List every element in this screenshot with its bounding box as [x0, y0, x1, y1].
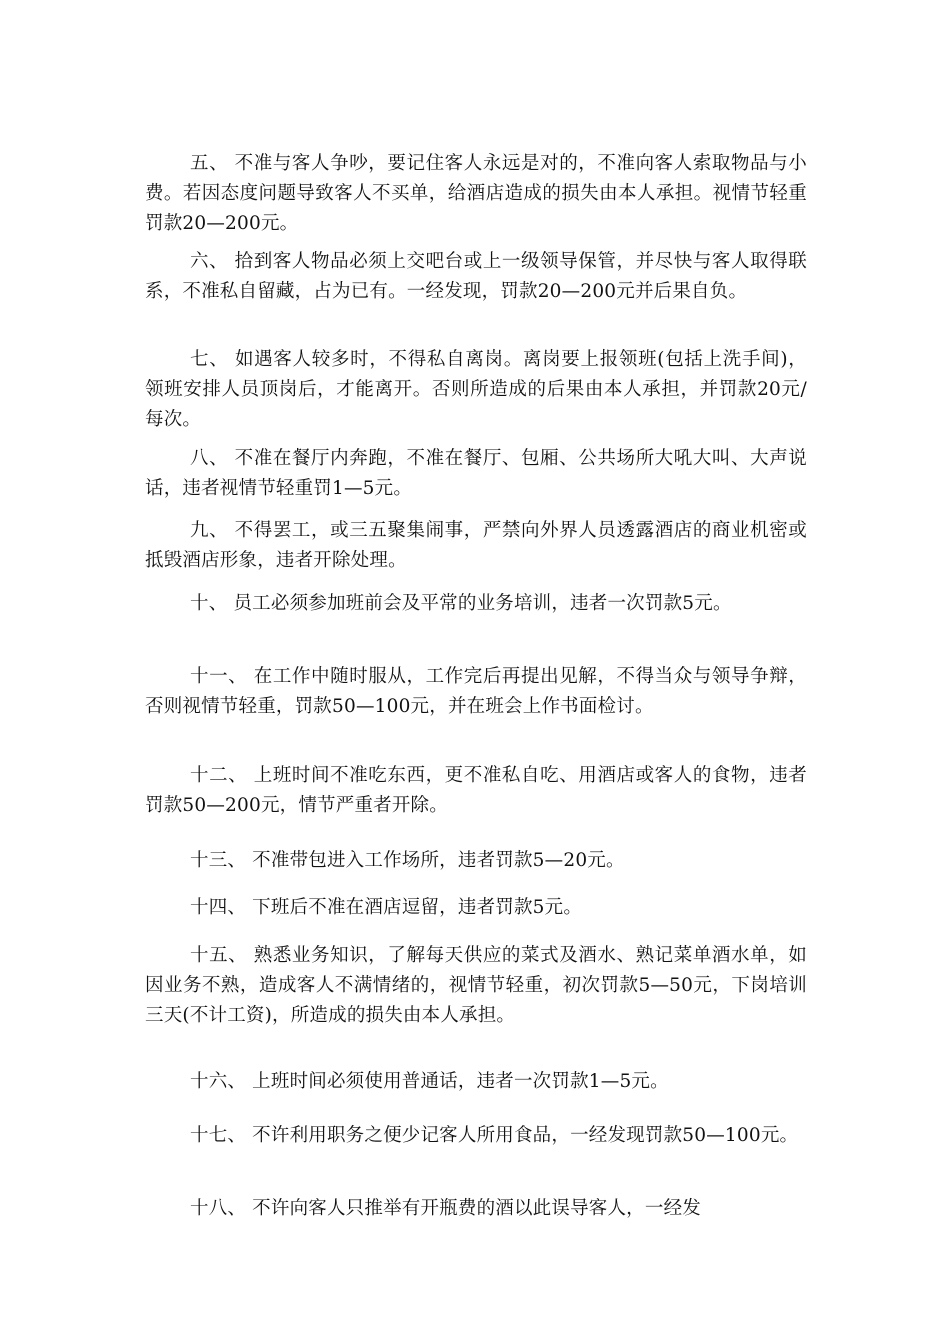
rule-paragraph-17: 十七、 不许利用职务之便少记客人所用食品，一经发现罚款50—100元。 — [190, 1125, 799, 1146]
rule-paragraph-8: 八、 不准在餐厅内奔跑，不准在餐厅、包厢、公共场所大吼大叫、大声说话，违者视情节轻重罚1—5元。 — [145, 448, 807, 499]
rule-paragraph-15: 十五、 熟悉业务知识，了解每天供应的菜式及酒水、熟记菜单酒水单，如因业务不熟，造成客人不满情绪的，视情节轻重，初次罚款5—50元，下岗培训三天(不计工资)，所造成的损失由本人承担。 — [145, 945, 807, 1026]
rule-paragraph-14: 十四、 下班后不准在酒店逗留，违者罚款5元。 — [190, 897, 583, 918]
rule-paragraph-5: 五、 不准与客人争吵，要记住客人永远是对的，不准向客人索取物品与小费。若因态度问题导致客人不买单，给酒店造成的损失由本人承担。视情节轻重罚款20—200元。 — [145, 153, 807, 234]
rule-paragraph-6: 六、 拾到客人物品必须上交吧台或上一级领导保管，并尽快与客人取得联系，不准私自留藏，占为已有。一经发现，罚款20—200元并后果自负。 — [145, 251, 807, 302]
rule-paragraph-9: 九、 不得罢工，或三五聚集闹事，严禁向外界人员透露酒店的商业机密或抵毁酒店形象，违者开除处理。 — [145, 520, 807, 571]
rule-paragraph-7: 七、 如遇客人较多时，不得私自离岗。离岗要上报领班(包括上洗手间)，领班安排人员顶岗后，才能离开。否则所造成的后果由本人承担，并罚款20元/每次。 — [145, 349, 807, 430]
rule-paragraph-16: 十六、 上班时间必须使用普通话，违者一次罚款1—5元。 — [190, 1071, 669, 1092]
rule-paragraph-12: 十二、 上班时间不准吃东西，更不准私自吃、用酒店或客人的食物，违者罚款50—200元，情节严重者开除。 — [145, 765, 807, 816]
rule-paragraph-10: 十、 员工必须参加班前会及平常的业务培训，违者一次罚款5元。 — [190, 593, 732, 614]
rule-paragraph-11: 十一、 在工作中随时服从，工作完后再提出见解，不得当众与领导争辩，否则视情节轻重，罚款50—100元，并在班会上作书面检讨。 — [145, 666, 807, 717]
rule-paragraph-13: 十三、 不准带包进入工作场所，违者罚款5—20元。 — [190, 850, 625, 871]
rule-paragraph-18: 十八、 不许向客人只推举有开瓶费的酒以此误导客人，一经发 — [190, 1198, 701, 1219]
